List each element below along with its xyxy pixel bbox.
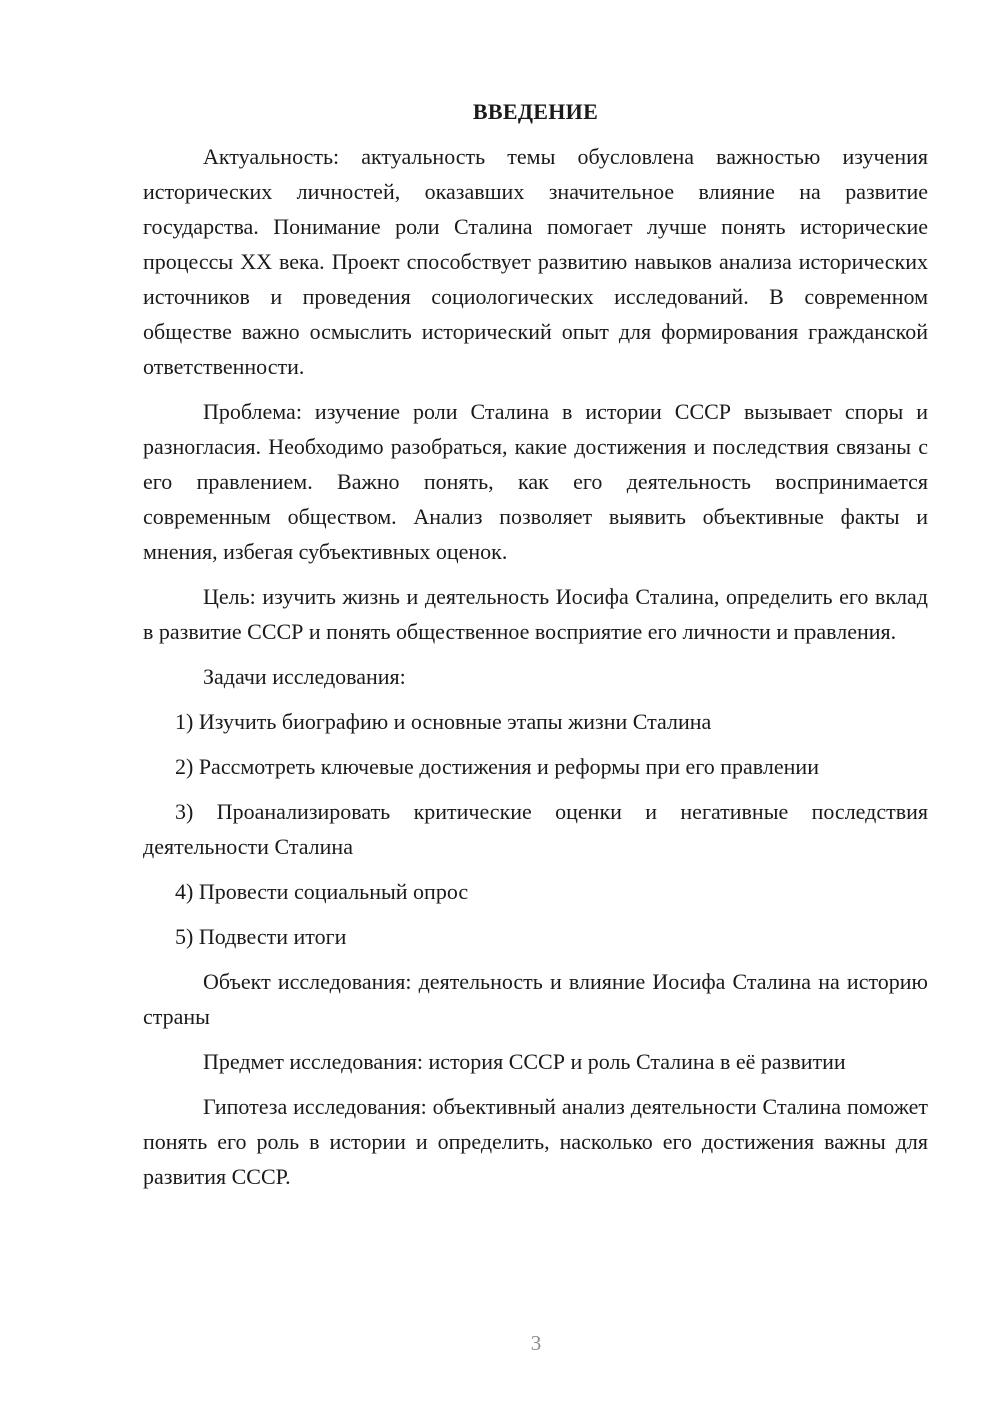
page-number: 3 (530, 1331, 542, 1355)
hypothesis-paragraph: Гипотеза исследования: объективный анализ деятельности Сталина поможет понять его роль в истории и определить, насколько его достижения важны для развития СССР. (143, 1094, 928, 1189)
task-item: 1) Изучить биографию и основные этапы жизни Сталина (175, 709, 712, 734)
subject-paragraph: Предмет исследования: история СССР и роль Сталина в её развитии (203, 1049, 846, 1074)
page-content (143, 94, 928, 1204)
tasks-heading: Задачи исследования: (203, 664, 406, 689)
section-title: ВВЕДЕНИЕ (472, 99, 599, 124)
task-item: 3) Проанализировать критические оценки и негативные последствия деятельности Сталина (143, 799, 928, 859)
problem-paragraph: Проблема: изучение роли Сталина в истории СССР вызывает споры и разногласия. Необходимо разобраться, какие достижения и последствия связаны с его правлением. Важно понять, как его деятельность воспринимается современным обществом. Анализ позволяет выявить объективные факты и мнения, избегая субъективных оценок. (143, 399, 928, 564)
task-item: 5) Подвести итоги (175, 924, 347, 949)
goal-paragraph: Цель: изучить жизнь и деятельность Иосифа Сталина, определить его вклад в развитие СССР и понять общественное восприятие его личности и правления. (143, 584, 928, 644)
task-item: 4) Провести социальный опрос (175, 879, 469, 904)
object-paragraph: Объект исследования: деятельность и влияние Иосифа Сталина на историю страны (143, 969, 928, 1029)
relevance-paragraph: Актуальность: актуальность темы обусловлена важностью изучения исторических личностей, оказавших значительное влияние на развитие государства. Понимание роли Сталина помогает лучше понять исторические процессы XX века. Проект способствует развитию навыков анализа исторических источников и проведения социологических исследований. В современном обществе важно осмыслить исторический опыт для формирования гражданской ответственности. (143, 144, 928, 379)
task-item: 2) Рассмотреть ключевые достижения и реформы при его правлении (175, 754, 819, 779)
